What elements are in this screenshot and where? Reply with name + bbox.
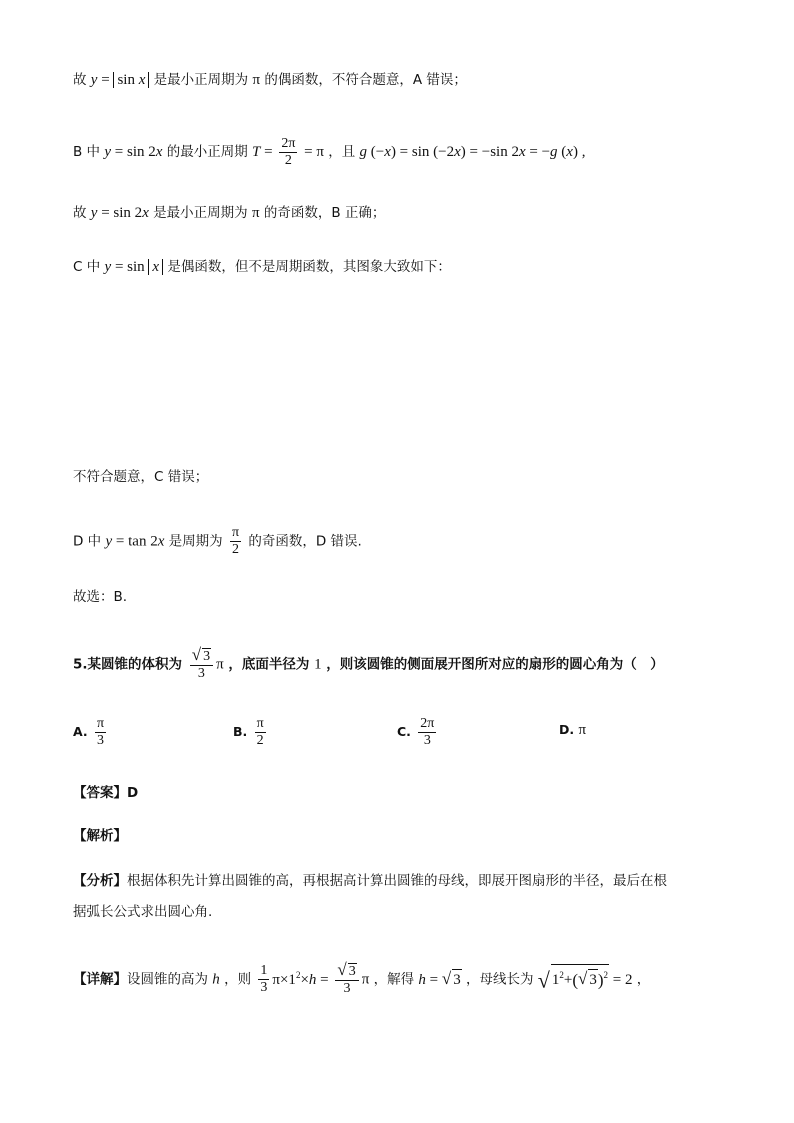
solution-line-e bbox=[73, 467, 208, 487]
solution-line-d bbox=[73, 257, 451, 277]
formula-abs-sin: y = sin x bbox=[91, 72, 150, 88]
fraction-1-over-3: $\frac{1}{3}$ bbox=[260, 963, 268, 995]
text: ，且 bbox=[328, 143, 356, 160]
option-label: B. bbox=[233, 724, 248, 739]
radius-value: 1 bbox=[314, 656, 322, 673]
text: ， bbox=[636, 971, 651, 988]
fraction-sqrt3-over-3: $\frac{√ 3}{3}$ bbox=[190, 647, 213, 682]
option-b[interactable] bbox=[233, 716, 269, 749]
text: 的偶函数，不符合题意，A 错误； bbox=[264, 72, 467, 88]
var-h: h bbox=[212, 971, 220, 988]
fenxi-line-1 bbox=[73, 871, 667, 891]
option-label: A. bbox=[73, 724, 88, 739]
formula-tan2x: y = tan 2x bbox=[105, 533, 165, 550]
text: 是最小正周期为 bbox=[153, 205, 248, 221]
text: 的最小正周期 bbox=[166, 143, 248, 160]
formula-odd-check: g (−x) = sin (−2x) = −sin 2x = −g (x) , bbox=[359, 143, 586, 160]
formula-h-value: h = √ 3 bbox=[418, 968, 461, 988]
text: ，则该圆锥的侧面展开图所对应的扇形的圆心角为（ ） bbox=[326, 656, 664, 673]
solution-line-g bbox=[73, 587, 127, 607]
option-value: π bbox=[578, 722, 587, 738]
option-value: $\frac{\pi}{2}$ bbox=[256, 716, 264, 748]
solution-line-f bbox=[73, 525, 362, 558]
option-label: C. bbox=[397, 724, 411, 739]
text: 故 bbox=[73, 72, 87, 88]
fraction-sqrt3-over-3: $\frac{√ 3}{3}$ bbox=[335, 962, 358, 997]
fenxi-label: 【分析】 bbox=[73, 873, 127, 889]
detail-line: 【详解】设圆锥的高为 h ，则 $\frac{1}{3}$ $\pi\times 1^2\times h$ = $\frac{√ 3}{3}$ π ，解得 h = √ 3 ，母线长为 √ $1^2+(√$ 3)$^2$ = 2 ， bbox=[73, 960, 651, 996]
pi-symbol: π bbox=[252, 72, 261, 88]
formula-sin2x: y = sin 2x bbox=[90, 205, 149, 221]
text: D 中 bbox=[73, 533, 102, 550]
answer-value: D bbox=[127, 785, 139, 801]
fraction-pi-over-2: $\frac{\pi}{2}$ bbox=[231, 525, 240, 557]
text: 是最小正周期为 bbox=[153, 72, 249, 88]
option-c[interactable] bbox=[397, 716, 439, 749]
solution-line-c bbox=[73, 203, 385, 223]
text: ，解得 bbox=[373, 971, 415, 988]
option-value: $\frac{2\pi}{3}$ bbox=[420, 716, 435, 748]
option-label: D. bbox=[559, 722, 575, 737]
fenxi-line-2 bbox=[73, 902, 212, 922]
analysis-heading bbox=[73, 826, 127, 846]
formula-slant-length: √ $1^2+(√$ 3)$^2$ = 2 bbox=[538, 972, 633, 988]
pi-symbol: π bbox=[251, 205, 260, 221]
solution-line-a bbox=[73, 70, 467, 90]
text: 故 bbox=[73, 205, 87, 221]
option-d[interactable] bbox=[559, 722, 586, 739]
option-a[interactable] bbox=[73, 716, 109, 749]
text: 是偶函数，但不是周期函数，其图象大致如下： bbox=[167, 259, 451, 275]
text: 的奇函数，D 错误. bbox=[248, 533, 362, 550]
detail-label: 【详解】 bbox=[73, 971, 127, 988]
option-value: $\frac{\pi}{3}$ bbox=[97, 716, 105, 748]
formula-sin2x: y = sin 2x bbox=[104, 143, 163, 160]
text: 据弧长公式求出圆心角. bbox=[73, 904, 213, 920]
text: ，则 bbox=[224, 971, 252, 988]
text: 某圆锥的体积为 bbox=[87, 656, 183, 673]
text: B 中 bbox=[73, 143, 101, 160]
solution-line-b bbox=[73, 136, 585, 169]
text: ，母线长为 bbox=[466, 971, 534, 988]
question-5: 5.某圆锥的体积为 $\frac{√ 3}{3}$ π ，底面半径为 1 ，则该圆锥的侧面展开图所对应的扇形的圆心角为（ ） bbox=[73, 645, 664, 681]
question-number: 5. bbox=[73, 656, 88, 673]
text: ，底面半径为 bbox=[228, 656, 310, 673]
formula-sin-abs-x: y = sin x bbox=[105, 259, 164, 275]
text: 不符合题意，C 错误； bbox=[73, 469, 209, 485]
text: C 中 bbox=[73, 259, 101, 275]
answer-label: 【答案】 bbox=[73, 785, 127, 801]
text: 是周期为 bbox=[168, 533, 223, 550]
text: 根据体积先计算出圆锥的高，再根据高计算出圆锥的母线，即展开图扇形的半径，最后在根 bbox=[127, 873, 667, 889]
text: 设圆锥的高为 bbox=[127, 971, 208, 988]
answer-line bbox=[73, 783, 138, 803]
text: 的奇函数，B 正确； bbox=[263, 205, 386, 221]
formula-volume: $\pi\times 1^2\times h$ = bbox=[272, 969, 333, 988]
formula-period: T = $\frac{2\pi}{2}$ = π bbox=[252, 136, 324, 168]
text: 【解析】 bbox=[73, 828, 127, 844]
text: 故选：B. bbox=[73, 589, 128, 605]
